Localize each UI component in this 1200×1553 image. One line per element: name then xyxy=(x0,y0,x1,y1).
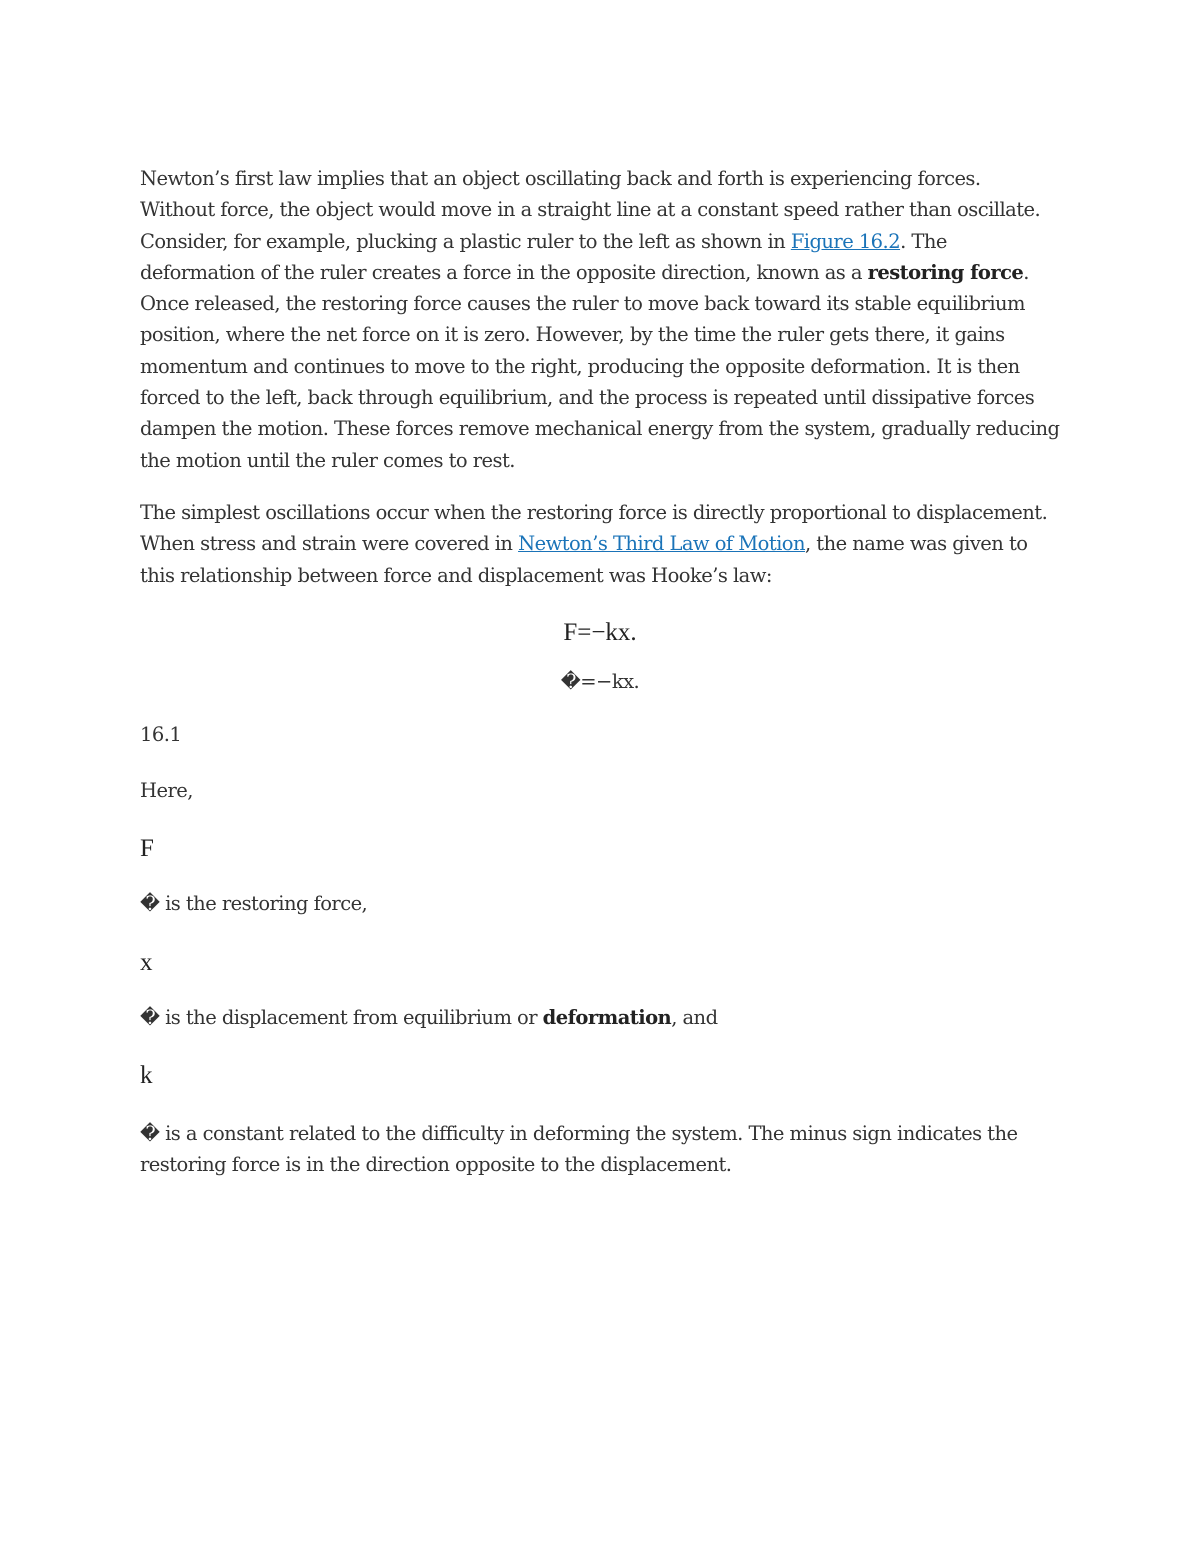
hookes-law-equation: F=−kx. xyxy=(563,618,637,646)
definition-x xyxy=(140,1002,1060,1033)
symbol-f: F xyxy=(140,835,154,863)
symbol-k: k xyxy=(140,1062,153,1090)
restoring-force-term: restoring force xyxy=(867,260,1024,284)
definition-k-text: is a constant related to the difficulty in deforming the system. The minus sign indicates the restoring force is in the direction opposite to the displacement. xyxy=(140,1121,1018,1176)
paragraph-hookes-law xyxy=(140,497,1060,591)
definition-f xyxy=(140,888,1060,919)
deformation-term: deformation xyxy=(542,1005,672,1029)
definition-k xyxy=(140,1118,1060,1181)
paragraph2-text-a: The simplest oscillations occur when the restoring force is directly proportional to displacement. When stress and strain were covered in xyxy=(140,500,1048,556)
paragraph2-text-b: , the name was given to this relationship between force and displacement was Hooke’s law: xyxy=(140,532,1028,587)
paragraph-newtons-first-law xyxy=(140,163,1060,476)
paragraph1-text-b: . The deformation of the ruler creates a force in the opposite direction, known as a xyxy=(140,229,947,284)
paragraph1-text-c: . Once released, the restoring force causes the ruler to move back toward its stable equilibrium position, where the net force on it is zero. However, by the time the ruler gets there, it gains momentum and continues to move to the right, producing the opposite deformation. It is then forced to the left, back through equilibrium, and the process is repeated until dissipative forces dampen the motion. These forces remove mechanical energy from the system, gradually reducing the motion until the ruler comes to rest. xyxy=(140,260,1060,472)
equation-number: 16.1 xyxy=(140,723,182,747)
document-body xyxy=(140,163,1060,1180)
glyph-placeholder: � xyxy=(140,1005,160,1029)
figure-16-2-link[interactable]: Figure 16.2 xyxy=(790,229,901,253)
symbol-x: x xyxy=(140,948,153,976)
hookes-law-equation-fallback: �=−kx. xyxy=(560,670,640,694)
definition-x-text-a: is the displacement from equilibrium or xyxy=(159,1005,543,1029)
here-label: Here, xyxy=(140,778,193,802)
paragraph1-text-a: Newton’s first law implies that an object oscillating back and forth is experiencing forces. Without force, the object would move in a straight line at a constant speed rather than oscillate. Consider, for example, plucking a plastic ruler to the left as shown in xyxy=(140,167,1041,253)
glyph-placeholder: � xyxy=(140,892,160,916)
definition-x-text-b: , and xyxy=(671,1005,718,1029)
definition-f-text: is the restoring force, xyxy=(159,892,368,916)
glyph-placeholder: � xyxy=(140,1121,160,1145)
newtons-third-law-link[interactable]: Newton’s Third Law of Motion xyxy=(518,532,805,556)
